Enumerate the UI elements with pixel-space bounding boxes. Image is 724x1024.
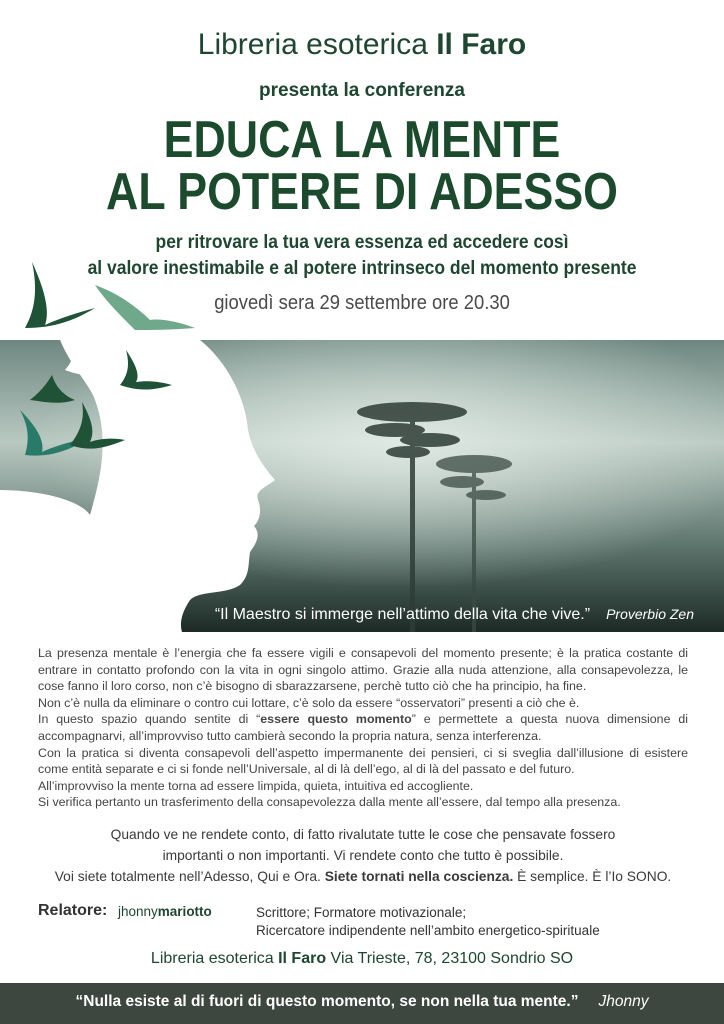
speaker-description xyxy=(256,904,600,940)
zen-quote-source: Proverbio Zen xyxy=(606,606,694,622)
footer-quote-text: “Nulla esiste al di fuori di questo momento, se non nella tua mente.” xyxy=(75,993,579,1010)
hero-image xyxy=(0,340,724,632)
footer-quote xyxy=(0,993,724,1011)
paragraph: La presenza mentale è l’energia che fa essere vigili e consapevoli del momento presente; è la pratica costante di entrare in contatto profondo con la vita in ogni singolo attimo. Grazie alla nuda attenzione, alla consapevolezza, le cose fanno il loro corso, non c’è bisogno di sbarazzarsene, perchè tutto ciò che ha principio, ha fine. xyxy=(38,646,688,694)
subtitle-line-1: per ritrovare la tua vera essenza ed accedere così xyxy=(155,232,569,253)
bird-icon xyxy=(25,262,95,328)
birds-icon xyxy=(0,250,724,350)
speaker-section xyxy=(38,902,688,942)
centered-line xyxy=(38,866,688,887)
speaker-name xyxy=(118,904,212,919)
speaker-desc-line: Scrittore; Formatore motivazionale; xyxy=(256,905,467,920)
address-prefix: Libreria esoterica xyxy=(150,950,279,967)
zen-quote xyxy=(215,606,694,624)
main-title xyxy=(51,111,674,221)
presents-line: presenta la conferenza xyxy=(259,80,465,101)
address-name: Il Faro xyxy=(278,950,327,967)
venue-address xyxy=(0,950,724,968)
centered-text xyxy=(38,824,688,887)
centered-part: È semplice. È l’Io SONO. xyxy=(513,869,672,884)
zen-quote-text: “Il Maestro si immerge nell’attimo della vita che vive.” xyxy=(214,606,591,623)
store-prefix: Libreria esoterica xyxy=(197,28,437,61)
paragraph: Si verifica pertanto un trasferimento della consapevolezza dalla mente all’essere, dal tempo alla presenza. xyxy=(38,795,621,810)
paragraph: All’improvviso la mente torna ad essere limpida, quieta, intuitiva ed accogliente. xyxy=(38,778,474,793)
paragraph: Con la pratica si diventa consapevoli dell’aspetto impermanente dei pensieri, ci si sveglia dall’illusione di esistere come entità separate e ci si fonde nell’Universale, al di là dell’ego, al di là del passato e del futuro. xyxy=(38,745,688,777)
paragraph-part: In questo spazio quando sentite di “ xyxy=(38,712,261,727)
forest-illustration xyxy=(0,340,724,632)
paragraph: Non c’è nulla da eliminare o contro cui lottare, c’è solo da essere “osservatori” presenti a ciò che è. xyxy=(38,695,580,710)
footer-author: Jhonny xyxy=(598,993,649,1010)
bird-icon xyxy=(95,285,195,330)
paragraph-part: ” e permettete a questa nuova dimensione di accompagnarvi, all’improvviso tutto cambierà secondo la propria natura, senza interferenza. xyxy=(38,712,688,743)
centered-line: Quando ve ne rendete conto, di fatto rivalutate tutte le cose che pensavate fossero xyxy=(110,827,616,842)
event-date: giovedì sera 29 settembre ore 20.30 xyxy=(214,292,510,314)
centered-emphasis: Siete tornati nella coscienza. xyxy=(324,869,514,884)
title-line-2: AL POTERE DI ADESSO xyxy=(106,163,618,221)
speaker-desc-line: Ricercatore indipendente nell’ambito energetico-spirituale xyxy=(256,923,600,938)
subtitle-line-2: al valore inestimabile e al potere intrinseco del momento presente xyxy=(87,258,637,279)
address-street: Via Trieste, 78, 23100 Sondrio SO xyxy=(326,950,574,967)
paragraph xyxy=(38,711,688,744)
speaker-last: mariotto xyxy=(157,904,212,919)
footer-banner xyxy=(0,983,724,1024)
title-line-1: EDUCA LA MENTE xyxy=(163,111,561,169)
paragraph-emphasis: essere questo momento xyxy=(260,712,412,727)
centered-part: Voi siete totalmente nell’Adesso, Qui e Ora. xyxy=(54,869,325,884)
centered-line: importanti o non importanti. Vi rendete conto che tutto è possibile. xyxy=(162,848,564,863)
speaker-label: Relatore: xyxy=(38,902,108,919)
description-text xyxy=(38,645,688,811)
store-name xyxy=(0,28,724,62)
speaker-first: jhonny xyxy=(118,904,158,919)
store-name-bold: Il Faro xyxy=(436,28,527,61)
